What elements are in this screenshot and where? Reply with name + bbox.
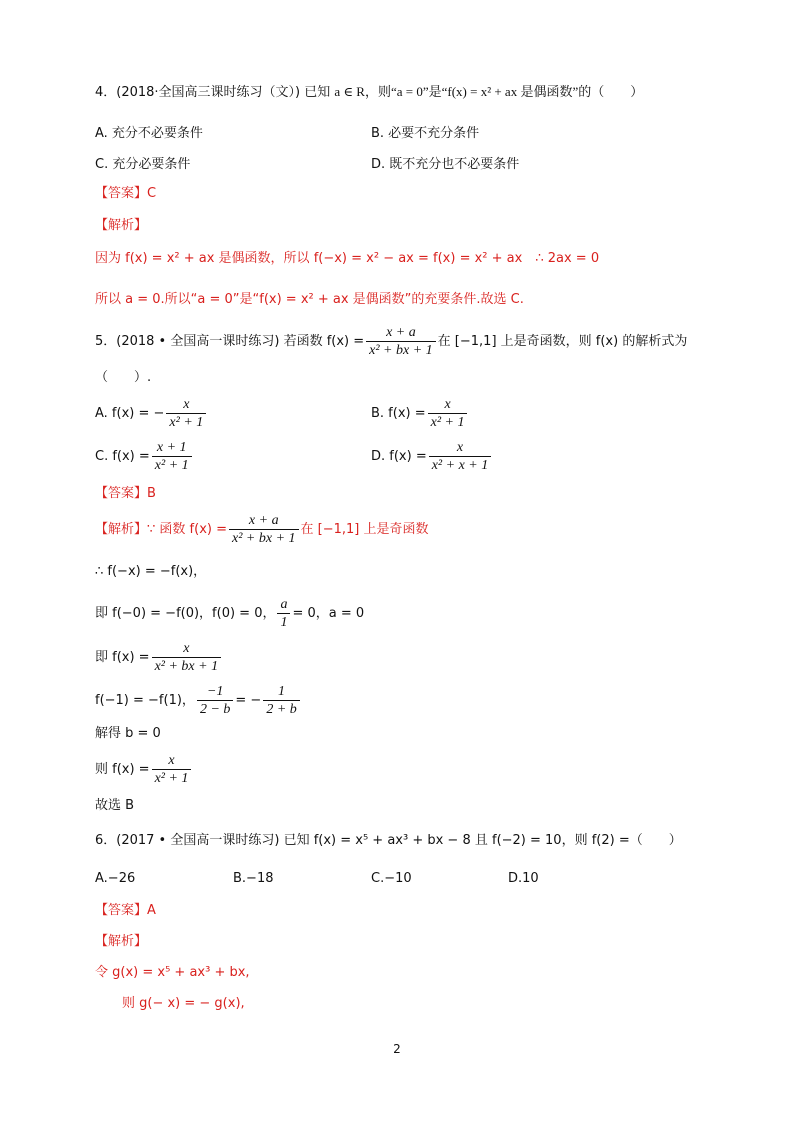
q5-a5-mid: = − [235,693,262,708]
q5-a3-den: 1 [277,613,290,631]
q6-solution-line-2: 则 g(− x) = − g(x), [122,996,245,1011]
q5-opt-d-lhs: D. f(x) = [371,449,427,464]
q4-option-b: B. 必要不充分条件 [371,126,480,141]
q5-option-b [371,396,469,431]
page-number: 2 [393,1042,401,1056]
q5-option-a [95,396,208,431]
q5-a1-num: x + a [248,513,279,528]
q4-stem-condition: a ∈ R，则“a = 0”是“f(x) = x² + ax 是偶函数”的（ ） [334,84,644,99]
q5-opt-a-num: x [183,397,190,412]
q5-stem-frac-num: x + a [386,325,416,340]
q5-stem [95,324,687,360]
q5-a3-post: = 0，a = 0 [292,606,365,621]
q6-stem: 6．(2017 • 全国高一课时练习) 已知 f(x) = x⁵ + ax³ + bx − 8 且 f(−2) = 10，则 f(2) =（ ） [95,833,682,848]
q5-stem-suffix: 在 [−1,1] 上是奇函数，则 f(x) 的解析式为 [437,334,688,349]
q5-opt-c-fraction [152,439,192,474]
q5-opt-c-lhs: C. f(x) = [95,449,150,464]
q5-a4-pre: 即 f(x) = [95,650,150,665]
q5-opt-b-den: x² + 1 [428,413,468,431]
q6-option-a: A.−26 [95,871,136,886]
q5-a1-den: x² + bx + 1 [229,529,299,547]
q5-analysis-line-5 [95,683,302,718]
q5-a5-den-1: 2 − b [197,700,233,718]
q5-a7-pre: 则 f(x) = [95,762,150,777]
q4-solution-line-2: 所以 a = 0.所以“a = 0”是“f(x) = x² + ax 是偶函数”的充要条件.故选 C. [95,292,524,307]
q5-option-d [371,439,493,474]
q5-stem-line-2: （ ）. [95,370,152,385]
q5-a1-fraction [229,512,299,547]
q5-a7-den: x² + 1 [152,769,192,787]
q6-answer: 【答案】A [95,903,156,918]
q6-solution-line-1: 令 g(x) = x⁵ + ax³ + bx, [95,965,250,980]
q6-option-c: C.−10 [371,871,412,886]
q5-opt-d-num: x [456,440,464,455]
q5-a1-post: 在 [−1,1] 上是奇函数 [300,522,429,537]
q5-a4-fraction [152,640,222,675]
q5-analysis-label: 【解析】 [95,522,148,537]
q5-a1-pre: ∵ 函数 f(x) = [147,522,227,537]
q4-option-d: D. 既不充分也不必要条件 [371,157,520,172]
q5-answer: 【答案】B [95,486,156,501]
q6-option-b: B.−18 [233,871,274,886]
q4-option-c: C. 充分必要条件 [95,157,191,172]
q5-opt-d-fraction [429,439,492,474]
q5-opt-a-lhs: A. f(x) = − [95,406,165,421]
q5-a3-num: a [280,597,288,612]
q5-stem-frac-den: x² + bx + 1 [366,341,436,359]
q5-opt-b-num: x [444,397,451,412]
q5-analysis-line-1 [95,512,429,548]
q6-option-d: D.10 [508,871,539,886]
q4-stem [95,84,643,101]
q5-opt-c-den: x² + 1 [152,456,192,474]
q5-opt-b-fraction [428,396,468,431]
q4-answer: 【答案】C [95,186,157,201]
q5-opt-a-fraction [166,396,206,431]
q5-opt-d-den: x² + x + 1 [429,456,492,474]
q4-solution-line-1: 因为 f(x) = x² + ax 是偶函数，所以 f(−x) = x² − ax = f(x) = x² + ax ∴ 2ax = 0 [95,251,600,266]
q6-analysis-label: 【解析】 [95,934,148,949]
q4-option-a: A. 充分不必要条件 [95,126,203,141]
q5-a5-num-2: 1 [278,684,286,699]
q5-a4-den: x² + bx + 1 [152,657,222,675]
q5-a7-num: x [168,753,175,768]
q5-analysis-line-7 [95,752,193,787]
q5-analysis-line-8: 故选 B [95,798,135,813]
q5-analysis-line-4 [95,640,223,675]
q5-a5-fraction-1 [197,683,233,718]
q5-analysis-line-6: 解得 b = 0 [95,726,161,741]
q5-analysis-line-2: ∴ f(−x) = −f(x)， [95,564,207,579]
q5-option-c [95,439,194,474]
q5-a5-num-1: −1 [206,684,224,699]
q5-opt-a-den: x² + 1 [166,413,206,431]
q4-analysis-label: 【解析】 [95,218,148,233]
q5-opt-c-num: x + 1 [156,440,187,455]
q5-stem-prefix: 5．(2018 • 全国高一课时练习) 若函数 f(x) = [95,334,365,349]
q5-stem-fraction [366,324,436,359]
q5-a4-num: x [183,641,190,656]
q4-stem-prefix: 4．(2018·全国高三课时练习（文）) 已知 [95,85,335,100]
q5-a5-den-2: 2 + b [263,700,299,718]
q5-analysis-line-3 [95,596,364,631]
q5-a5-fraction-2 [263,683,299,718]
q5-a5-pre: f(−1) = −f(1)， [95,693,195,708]
q5-opt-b-lhs: B. f(x) = [371,406,426,421]
q5-a3-pre: 即 f(−0) = −f(0)，f(0) = 0， [95,606,276,621]
q5-a3-fraction [277,596,290,631]
q5-a7-fraction [152,752,192,787]
